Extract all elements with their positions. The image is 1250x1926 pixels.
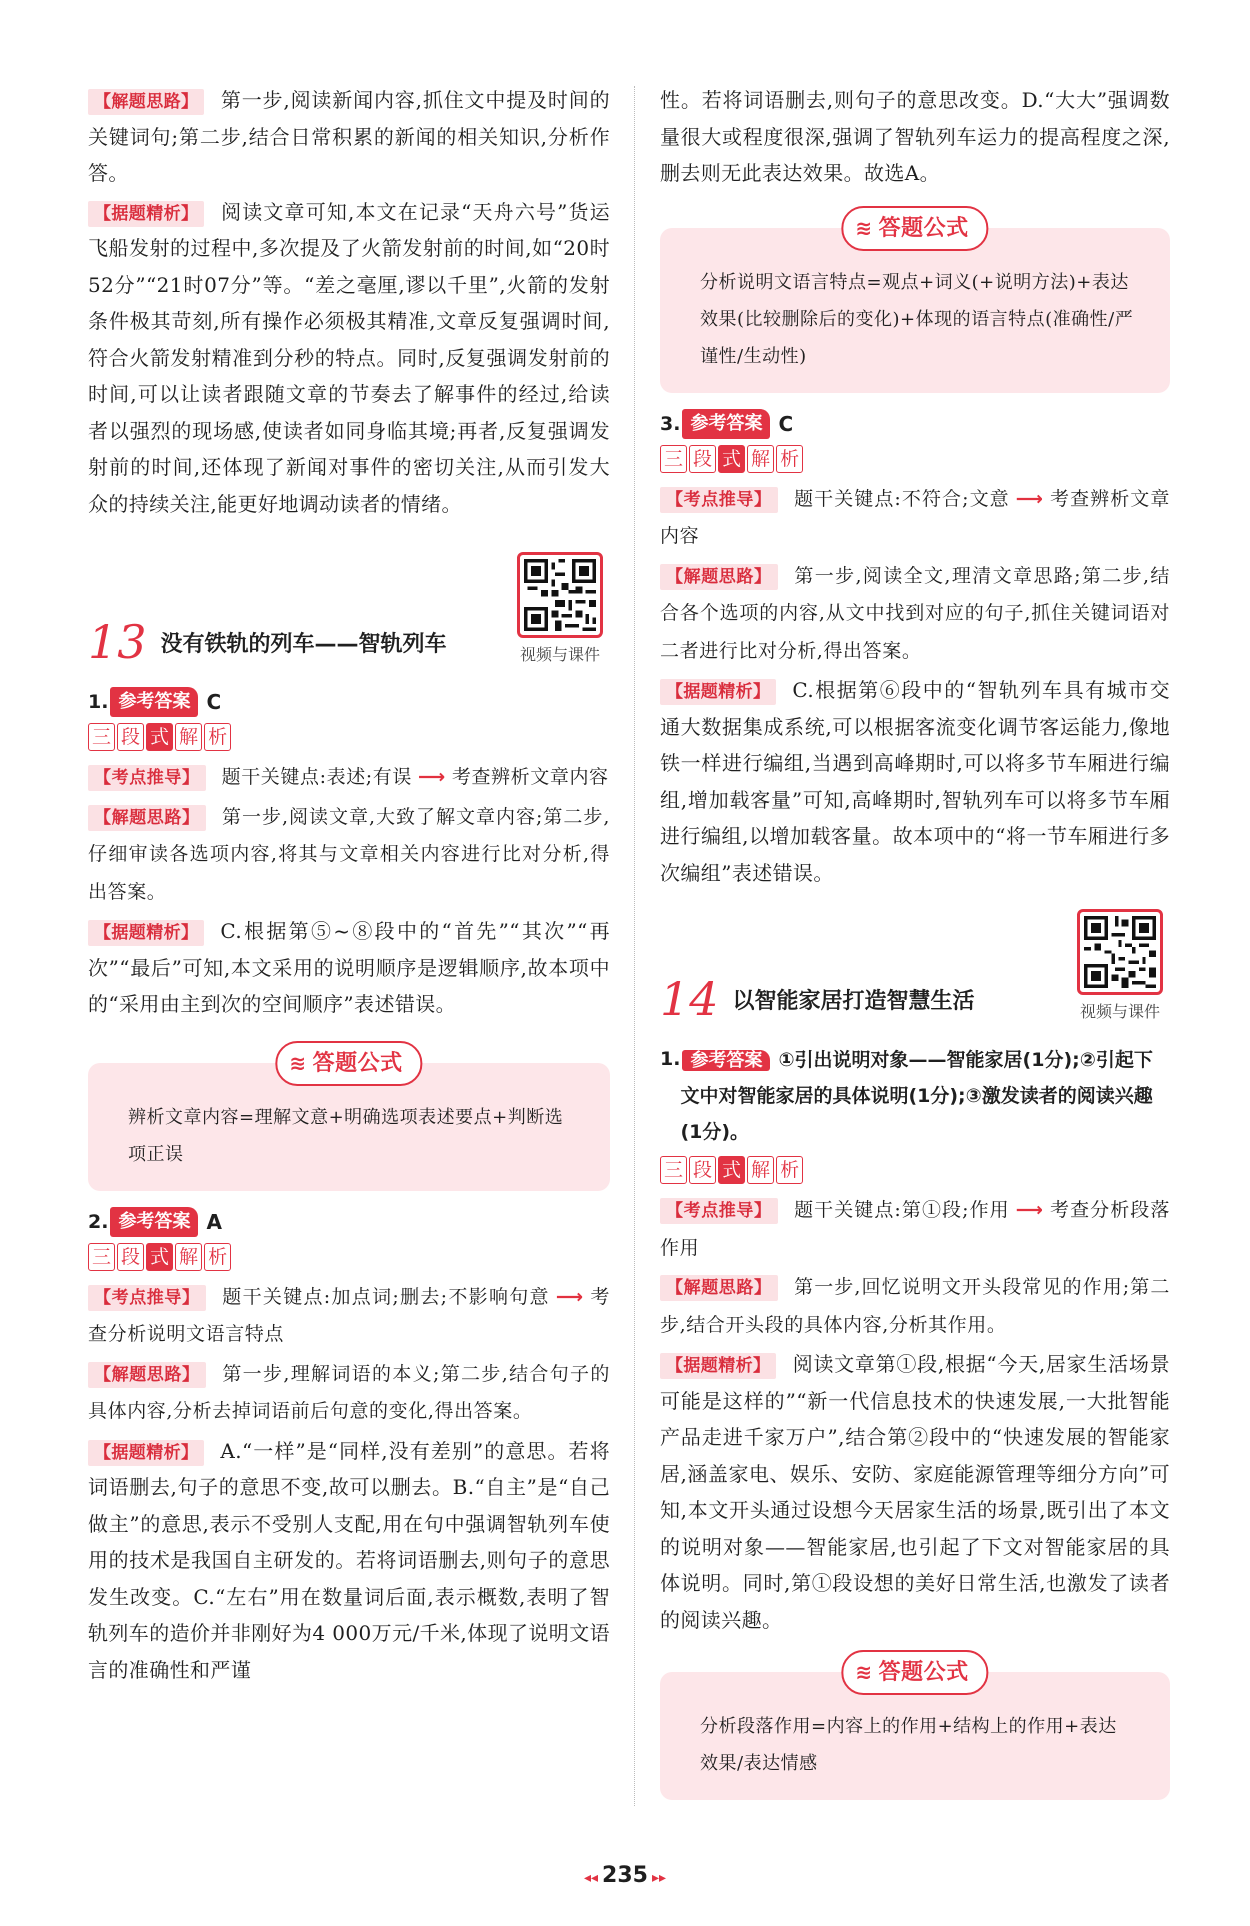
q1-jingxi: 【据题精析】 C.根据第⑤~⑧段中的“首先”“其次”“再次”“最后”可知,本文采用的说明顺序是逻辑顺序,故本项中的“采用由主到次的空间顺序”表述错误。 xyxy=(88,919,610,1016)
question-number: 1. xyxy=(88,691,109,713)
arrow-icon: ⟶ xyxy=(418,766,446,788)
section-14-header xyxy=(660,909,1170,1026)
answer-letter: C xyxy=(206,690,222,714)
section-title: 没有铁轨的列车——智轨列车 xyxy=(160,632,447,657)
left-column xyxy=(88,82,610,1690)
answer-badge: 参考答案 xyxy=(682,1050,770,1071)
q2-continuation: 性。若将词语删去,则句子的意思改变。D.“大大”强调数量很大或程度很深,强调了智轨列车运力的提高程度之深,删去则无此表达效果。故选A。 xyxy=(660,88,1170,185)
answer-letter: A xyxy=(206,1209,222,1234)
qr-caption: 视频与课件 xyxy=(1079,1002,1160,1021)
q3-answer-line xyxy=(660,409,1170,439)
analysis-label: 三 段 式 解 析 xyxy=(88,1243,610,1271)
right-column xyxy=(660,82,1170,1816)
formula-text: 分析说明文语言特点=观点+词义(+说明方法)+表达效果(比较删除后的变化)+体现的语言特点(准确性/严谨性/生动性) xyxy=(700,271,1134,367)
answer-letter: C xyxy=(778,411,794,436)
q1-silu: 【解题思路】 第一步,阅读文章,大致了解文章内容;第二步,仔细审读各选项内容,将其与文章相关内容进行比对分析,得出答案。 xyxy=(88,805,610,903)
answer-text: 参考答案 ①引出说明对象——智能家居(1分);②引起下文中对智能家居的具体说明(1分);③激发读者的阅读兴趣(1分)。 xyxy=(680,1049,1153,1143)
analysis-label: 三 段 式 解 析 xyxy=(660,445,1170,473)
q1-kaodian: 【考点推导】 题干关键点:表述;有误 ⟶ 考查辨析文章内容 xyxy=(88,759,610,797)
qr-block xyxy=(1070,909,1170,1022)
double-chevron-icon: ≋ xyxy=(855,1660,873,1684)
page-arrows-right-icon: ▸▸ xyxy=(651,1870,667,1886)
formula-title: ≋ 答题公式 xyxy=(841,1650,988,1695)
qr-block xyxy=(510,552,610,665)
q2-jingxi: 【据题精析】 A.“一样”是“同样,没有差别”的意思。若将词语删去,句子的意思不变,故可以删去。B.“自主”是“自己做主”的意思,表示不受别人支配,用在句中强调智轨列车使用的技术是我国自主研发的。若将词语删去,则句子的意思发生改变。C.“左右”用在数量词后面,表示概数,表明了智轨列车的造价并非刚好为4 000万元/千米,体现了说明文语言的准确性和严谨 xyxy=(88,1438,610,1682)
q2-answer-line xyxy=(88,1207,610,1237)
answer-formula-box xyxy=(660,215,1170,393)
formula-text: 辨析文章内容=理解文意+明确选项表述要点+判断选项正误 xyxy=(128,1106,564,1165)
formula-text: 分析段落作用=内容上的作用+结构上的作用+表达效果/表达情感 xyxy=(700,1716,1117,1774)
answer-badge: 参考答案 xyxy=(110,687,198,717)
answer-formula-box xyxy=(88,1050,610,1191)
qr-code-icon[interactable] xyxy=(1077,909,1163,995)
page-number: ◂◂ 235 ▸▸ xyxy=(583,1863,667,1888)
intro-jingxi: 【据题精析】 阅读文章可知,本文在记录“天舟六号”货运飞船发射的过程中,多次提及了火箭发射前的时间,如“20时52分”“21时07分”等。“差之毫厘,谬以千里”,火箭的发射条件极其苛刻,所有操作必须极其精准,文章反复强调时间,符合火箭发射精准到分秒的特点。同时,反复强调发射前的时间,可以让读者跟随文章的节奏去了解事件的经过,给读者以强烈的现场感,使读者如同身临其境;再者,反复强调发射前的时间,还体现了新闻对事件的密切关注,从而引发大众的持续关注,能更好地调动读者的情绪。 xyxy=(88,199,610,516)
arrow-icon: ⟶ xyxy=(1015,1199,1044,1221)
page-arrows-left-icon: ◂◂ xyxy=(583,1870,599,1886)
column-divider xyxy=(634,86,635,1806)
q1-answer-line xyxy=(88,687,610,717)
double-chevron-icon: ≋ xyxy=(289,1050,307,1075)
formula-title: ≋ 答题公式 xyxy=(275,1041,422,1086)
answer-formula-box xyxy=(660,1660,1170,1800)
section-13-header xyxy=(88,552,610,669)
section-number: 13 xyxy=(88,615,147,669)
q3-kaodian: 【考点推导】 题干关键点:不符合;文意 ⟶ 考查辨析文章内容 xyxy=(660,487,1170,547)
qr-code-icon[interactable] xyxy=(517,552,603,638)
section-title: 以智能家居打造智慧生活 xyxy=(732,989,975,1014)
q3-silu: 【解题思路】 第一步,阅读全文,理清文章思路;第二步,结合各个选项的内容,从文中找到对应的句子,抓住关键词语对二者进行比对分析,得出答案。 xyxy=(660,564,1170,662)
s14-q1-kaodian: 【考点推导】 题干关键点:第①段;作用 ⟶ 考查分析段落作用 xyxy=(660,1199,1170,1259)
qr-caption: 视频与课件 xyxy=(519,645,600,664)
answer-badge: 参考答案 xyxy=(682,409,770,439)
formula-title: ≋ 答题公式 xyxy=(841,206,988,251)
q3-jingxi: 【据题精析】 C.根据第⑥段中的“智轨列车具有城市交通大数据集成系统,可以根据客流变化调节客运能力,像地铁一样进行编组,当遇到高峰期时,可以将多节车厢进行编组,增加载客量”可知,高峰期时,智轨列车可以将多节车厢进行编组,以增加载客量。故本项中的“将一节车厢进行多次编组”表述错误。 xyxy=(660,678,1170,885)
q2-silu: 【解题思路】 第一步,理解词语的本义;第二步,结合句子的具体内容,分析去掉词语前后句意的变化,得出答案。 xyxy=(88,1362,610,1422)
s14-q1-silu: 【解题思路】 第一步,回忆说明文开头段常见的作用;第二步,结合开头段的具体内容,分析其作用。 xyxy=(660,1276,1170,1336)
section-number: 14 xyxy=(660,972,719,1026)
q2-kaodian: 【考点推导】 题干关键点:加点词;删去;不影响句意 ⟶ 考查分析说明文语言特点 xyxy=(88,1285,610,1345)
arrow-icon: ⟶ xyxy=(555,1285,584,1308)
intro-silu: 【解题思路】 第一步,阅读新闻内容,抓住文中提及时间的关键词句;第二步,结合日常积累的新闻的相关知识,分析作答。 xyxy=(88,88,610,185)
analysis-label: 三 段 式 解 析 xyxy=(88,723,610,751)
answer-badge: 参考答案 xyxy=(110,1207,198,1237)
s14-q1-jingxi: 【据题精析】 阅读文章第①段,根据“今天,居家生活场景可能是这样的”“新一代信息技术的快速发展,一大批智能产品走进千家万户”,结合第②段中的“快速发展的智能家居,涵盖家电、娱乐、安防、家庭能源管理等细分方向”可知,本文开头通过设想今天居家生活的场景,既引出了本文的说明对象——智能家居,也引起了下文对智能家居的具体说明。同时,第①段设想的美好日常生活,也激发了读者的阅读兴趣。 xyxy=(660,1352,1170,1632)
double-chevron-icon: ≋ xyxy=(855,215,873,240)
tag-jingxi: 【据题精析】 xyxy=(88,201,204,227)
question-number: 1. xyxy=(660,1048,681,1070)
arrow-icon: ⟶ xyxy=(1015,487,1044,510)
question-number: 2. xyxy=(88,1210,109,1233)
question-number: 3. xyxy=(660,412,681,435)
analysis-label: 三 段 式 解 析 xyxy=(660,1156,1170,1184)
q1-answer-line xyxy=(660,1042,1170,1150)
tag-silu: 【解题思路】 xyxy=(88,89,204,115)
